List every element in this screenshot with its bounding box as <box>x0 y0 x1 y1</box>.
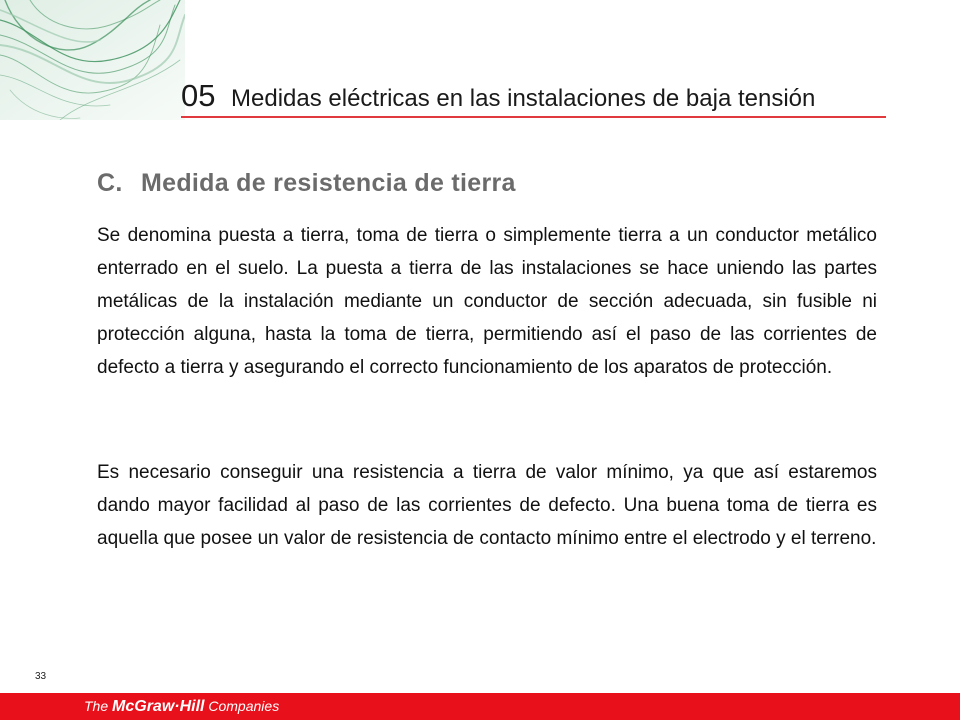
green-swirl-graphic <box>0 0 185 120</box>
logo-brand: McGraw·Hill <box>112 698 205 715</box>
body-paragraph-2: Es necesario conseguir una resistencia a tierra de valor mínimo, ya que así estaremos dando mayor facilidad al paso de las corrientes de defecto. Una buena toma de tierra es aquella que posee un valor de resistencia de contacto mínimo entre el electrodo y el terreno. <box>97 462 877 549</box>
logo-prefix: The <box>84 698 109 714</box>
logo-suffix: Companies <box>208 698 280 714</box>
section-heading <box>97 166 516 200</box>
footer-bar <box>0 693 960 720</box>
body-paragraph-1: Se denomina puesta a tierra, toma de tierra o simplemente tierra a un conductor metálico enterrado en el suelo. La puesta a tierra de las instalaciones se hace uniendo las partes metálicas de la instalación mediante un conductor de sección adecuada, sin fusible ni protección alguna, hasta la toma de tierra, permitiendo así el paso de las corrientes de defecto a tierra y asegurando el correcto funcionamiento de los aparatos de protección. <box>97 225 877 378</box>
chapter-header <box>181 78 886 118</box>
section-title: Medida de resistencia de tierra <box>141 169 516 197</box>
publisher-logo <box>84 695 279 718</box>
chapter-title: Medidas eléctricas en las instalaciones de baja tensión <box>231 85 816 112</box>
section-letter: C. <box>97 169 123 197</box>
chapter-number: 05 <box>181 78 216 113</box>
slide-number: 33 <box>35 671 47 682</box>
